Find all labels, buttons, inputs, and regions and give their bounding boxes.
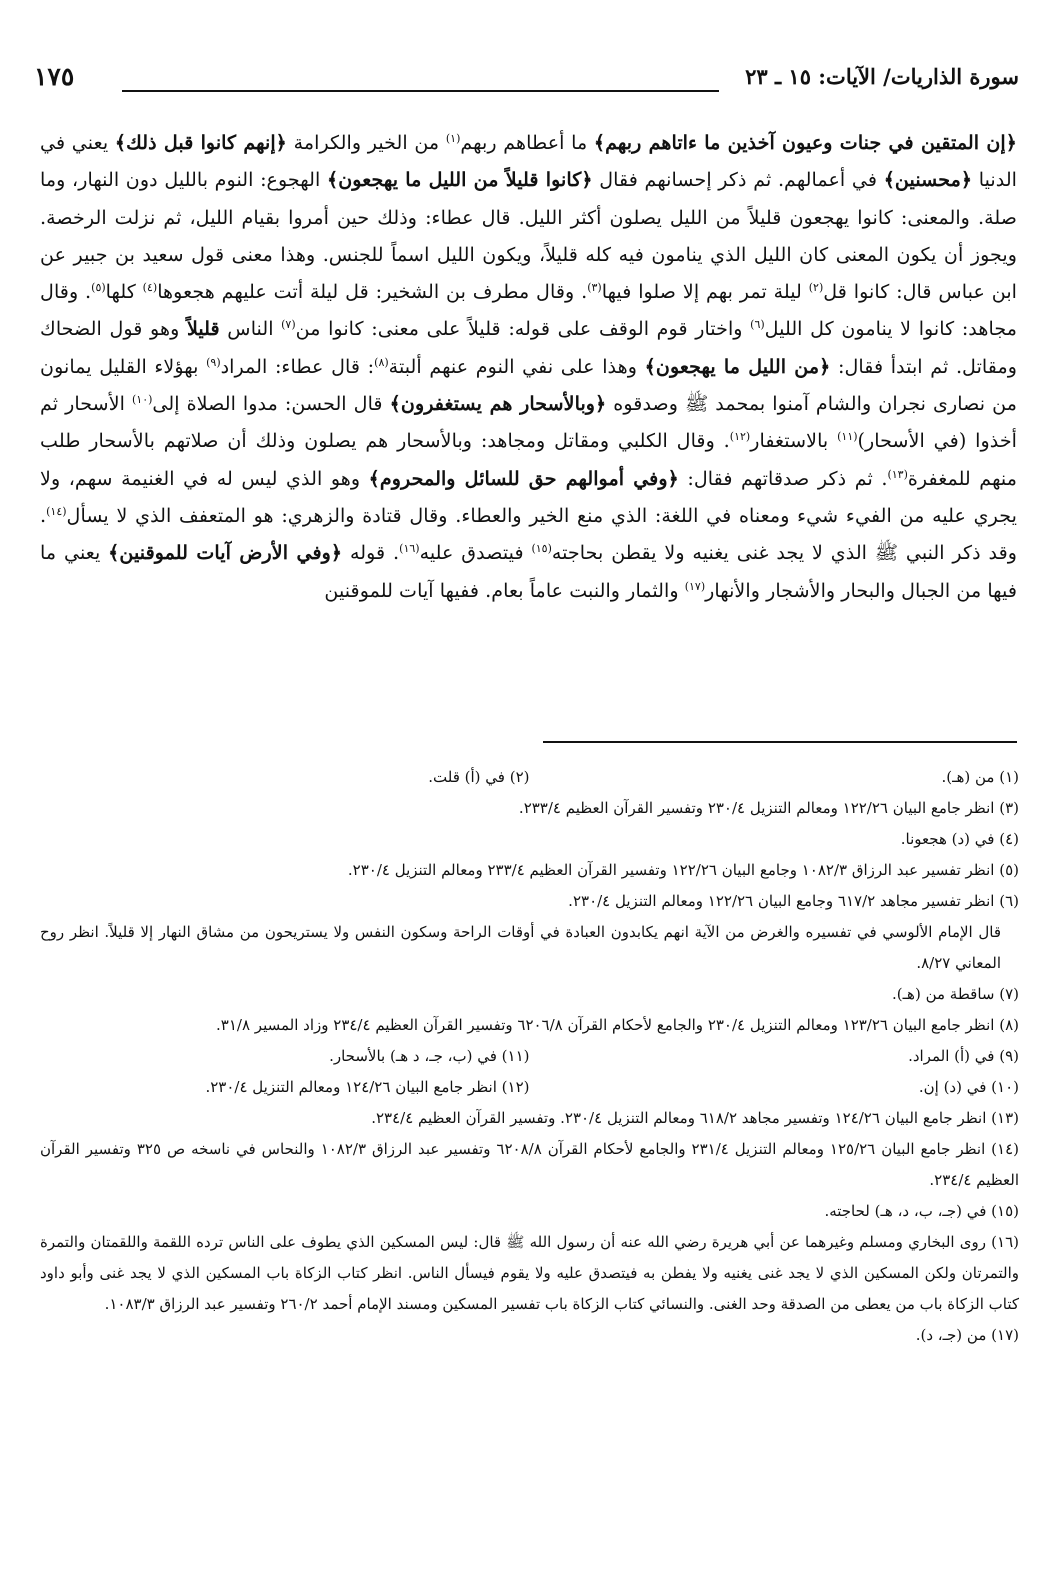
body-text: وهو الذي ليس له في الغنيمة سهم، ولا يجري عليه من الفيء شيء ومعناه في اللغة: الذي منع الخير والعطاء. وقال قتادة والزهري: هو المتعفف الذي لا يسأل <box>40 466 1017 527</box>
header-rule <box>122 90 719 92</box>
page-number: ١٧٥ <box>34 62 75 91</box>
quran-quote: ﴿وبالأسحار هم يستغفرون﴾ <box>389 392 607 416</box>
body-text: بهؤلاء القليل يمانون من نصارى نجران والشام آمنوا بمحمد ﷺ وصدقوه <box>40 354 1017 416</box>
footnote: (١٦) روى البخاري ومسلم وغيرهما عن أبي هريرة رضي الله عنه أن رسول الله ﷺ قال: ليس المسكين الذي يطوف على الناس ترده اللقمة واللقمتان والتمرة والتمرتان ولكن المسكين الذي لا يجد غنى يغنيه ولا يفطن به فيتصدق عليه ولا يقوم فيسأل الناس. انظر كتاب الزكاة باب المسكين الذي لا يجد غنى وأبو داود كتاب الزكاة باب من يعطى من الصدقة وحد الغنى. والنسائي كتاب الزكاة باب تفسير المسكين ومسند الإمام أحمد ٢٦٠/٢ وتفسير عبد الرزاق ١٠٨٣/٣. <box>40 1233 1019 1313</box>
footnote-ref[interactable]: (٣) <box>587 281 602 295</box>
body-text: ليلة تمر بهم إلا صلوا فيها <box>601 280 809 304</box>
body-text: وهذا على نفي النوم عنهم ألبتة <box>388 354 645 378</box>
footnote-ref[interactable]: (١٥) <box>531 542 552 556</box>
footnote: (٧) ساقطة من (هـ). <box>892 985 1019 1003</box>
body-text: وهو قول الضحاك ومقاتل. ثم ابتدأ فقال: <box>40 317 1018 378</box>
footnote-ref[interactable]: (٨) <box>374 355 389 369</box>
footnote-ref[interactable]: (١١) <box>837 430 858 444</box>
footnotes <box>40 762 1019 1351</box>
body-text: في أعمالهم. ثم ذكر إحسانهم فقال <box>592 168 884 192</box>
footnote-ref[interactable]: (١٢) <box>729 430 751 444</box>
quran-quote: ﴿محسنين﴾ <box>883 168 973 192</box>
footnote: (١٧) من (جـ، د). <box>915 1326 1019 1344</box>
body-text: والثمار والنبت عاماً بعام. ففيها آيات للموقنين <box>324 578 685 602</box>
body-text: . ثم ذكر صدقاتهم فقال: <box>678 466 888 490</box>
footnote: (١١) في (ب، جـ، د هـ) بالأسحار. <box>329 1047 530 1065</box>
footnote: (١٤) انظر جامع البيان ١٢٥/٢٦ ومعالم التنزيل ٢٣١/٤ والجامع لأحكام القرآن ٦٢٠٨/٨ وتفسير عبد الرزاق ١٠٨٢/٣ والنحاس في ناسخه ص ٣٢٥ وتفسير القرآن العظيم ٢٣٤/٤. <box>40 1140 1020 1189</box>
quran-quote: ﴿وفي أموالهم حق للسائل والمحروم﴾ <box>368 466 679 490</box>
body-text: . وقال مطرف بن الشخير: قل ليلة أتت عليهم هجعوها <box>157 280 588 304</box>
body-text: الناس <box>219 317 282 341</box>
footnote: (١٢) انظر جامع البيان ١٢٤/٢٦ ومعالم التنزيل ٢٣٠/٤. <box>205 1078 530 1096</box>
body-text: كلها <box>105 280 143 304</box>
footnote: (٨) انظر جامع البيان ١٢٣/٢٦ ومعالم التنزيل ٢٣٠/٤ والجامع لأحكام القرآن ٦٢٠٦/٨ وتفسير القرآن العظيم ٢٣٤/٤ وزاد المسير ٣١/٨. <box>216 1016 1019 1034</box>
page-header <box>34 62 1019 102</box>
footnote-ref[interactable]: (١٦) <box>399 542 420 556</box>
footnote: (٤) في (د) هجعونا. <box>900 830 1019 848</box>
footnote: (٦) انظر تفسير مجاهد ٦١٧/٢ وجامع البيان ١٢٢/٢٦ ومعالم التنزيل ٢٣٠/٤. <box>568 892 1019 910</box>
main-text <box>40 124 1017 609</box>
footnote-row <box>40 1072 1019 1103</box>
footnote: (١) من (هـ). <box>941 768 1019 786</box>
quran-quote: ﴿كانوا قليلاً من الليل ما يهجعون﴾ <box>326 168 593 192</box>
footnote-ref[interactable]: (٩) <box>206 355 221 369</box>
footnote-continuation: قال الإمام الألوسي في تفسيره والغرض من الآية انهم يكابدون العبادة في أوقات الراحة وسكون النفس ولا يستريحون من مشاق النهار إلا قليلاً. انظر روح المعاني ٨/٢٧. <box>40 923 1001 972</box>
body-text: الهجوع: النوم بالليل دون النهار، وما صلة. والمعنى: كانوا يهجعون قليلاً من الليل يصلون أكثر الليل. قال عطاء: وذلك حين أمروا بقيام الليل، ثم نزلت الرخصة. ويجوز أن يكون المعنى كان الليل الذي ينامون فيه كله قليلاً، ويكون الليل اسماً للجنس. وهذا معنى قول سعيد بن جبير عن ابن عباس قال: كانوا قل <box>40 168 1017 304</box>
footnote-ref[interactable]: (١٠) <box>131 393 153 407</box>
footnote: (٩) في (أ) المراد. <box>908 1047 1019 1065</box>
body-text: . وقال الكلبي ومقاتل ومجاهد: وبالأسحار هم يصلون وذلك أن صلاتهم بالأسحار طلب منهم للمغفرة <box>40 429 1017 490</box>
footnote: (١٥) في (جـ، ب، د، هـ) لحاجته. <box>824 1202 1019 1220</box>
footnote: (٣) انظر جامع البيان ١٢٢/٢٦ ومعالم التنزيل ٢٣٠/٤ وتفسير القرآن العظيم ٢٣٣/٤. <box>518 799 1019 817</box>
body-text: بالاستغفار <box>750 429 838 453</box>
quran-quote: ﴿إن المتقين في جنات وعيون آخذين ما ءاتاهم ربهم﴾ <box>593 131 1017 154</box>
footnote-ref[interactable]: (٥) <box>91 281 106 295</box>
footnote: (١٣) انظر جامع البيان ١٢٤/٢٦ وتفسير مجاهد ٦١٨/٢ ومعالم التنزيل ٢٣٠/٤. وتفسير القرآن العظيم ٢٣٤/٤. <box>371 1109 1019 1127</box>
footnote-separator <box>543 741 1017 743</box>
footnote-ref[interactable]: (٦) <box>750 318 765 332</box>
footnote-ref[interactable]: (١٣) <box>887 467 908 481</box>
quran-quote: ﴿وفي الأرض آيات للموقنين﴾ <box>108 541 343 565</box>
footnote-ref[interactable]: (١٤) <box>46 504 67 518</box>
footnote-row <box>40 762 1019 793</box>
footnote-ref[interactable]: (٧) <box>281 318 296 332</box>
quran-quote: ﴿إنهم كانوا قبل ذلك﴾ <box>114 131 287 154</box>
footnote: (٥) انظر تفسير عبد الرزاق ١٠٨٢/٣ وجامع البيان ١٢٢/٢٦ وتفسير القرآن العظيم ٢٣٣/٤ ومعالم التنزيل ٢٣٠/٤. <box>347 861 1019 879</box>
emphasis-text: قليلاً <box>186 317 220 341</box>
quran-quote: ﴿من الليل ما يهجعون﴾ <box>644 354 831 378</box>
footnote-ref[interactable]: (٤) <box>142 281 158 295</box>
footnote: (١٠) في (د) إن. <box>918 1078 1019 1096</box>
footnote-ref[interactable]: (٢) <box>808 281 824 295</box>
body-text: فيتصدق عليه <box>419 541 532 565</box>
footnote-row <box>40 1041 1019 1072</box>
body-text: . قوله <box>342 541 400 565</box>
footnote-ref[interactable]: (١٧) <box>684 579 706 593</box>
body-text: ما أعطاهم ربهم <box>460 131 594 154</box>
body-text: . وقد ذكر النبي ﷺ الذي لا يجد غنى يغنيه ولا يقطن بحاجته <box>40 503 1018 565</box>
body-text: من الخير والكرامة <box>286 131 446 154</box>
body-text: . وقال مجاهد: كانوا لا ينامون كل الليل <box>40 280 1018 341</box>
body-text: يعني ما فيها من الجبال والبحار والأشجار والأنهار <box>40 541 1017 602</box>
body-text: : قال عطاء: المراد <box>220 354 375 378</box>
running-title: سورة الذاريات/ الآيات: ١٥ ـ ٢٣ <box>745 64 1019 89</box>
footnote: (٢) في (أ) قلت. <box>428 768 530 786</box>
body-text: يعني في الدنيا <box>40 131 1018 192</box>
body-text: قال الحسن: مدوا الصلاة إلى <box>152 392 390 416</box>
body-text: الأسحار ثم أخذوا (في الأسحار) <box>40 392 1018 453</box>
footnote-ref[interactable]: (١) <box>445 132 461 145</box>
body-text: واختار قوم الوقف على قوله: قليلاً على معنى: كانوا من <box>295 317 751 341</box>
